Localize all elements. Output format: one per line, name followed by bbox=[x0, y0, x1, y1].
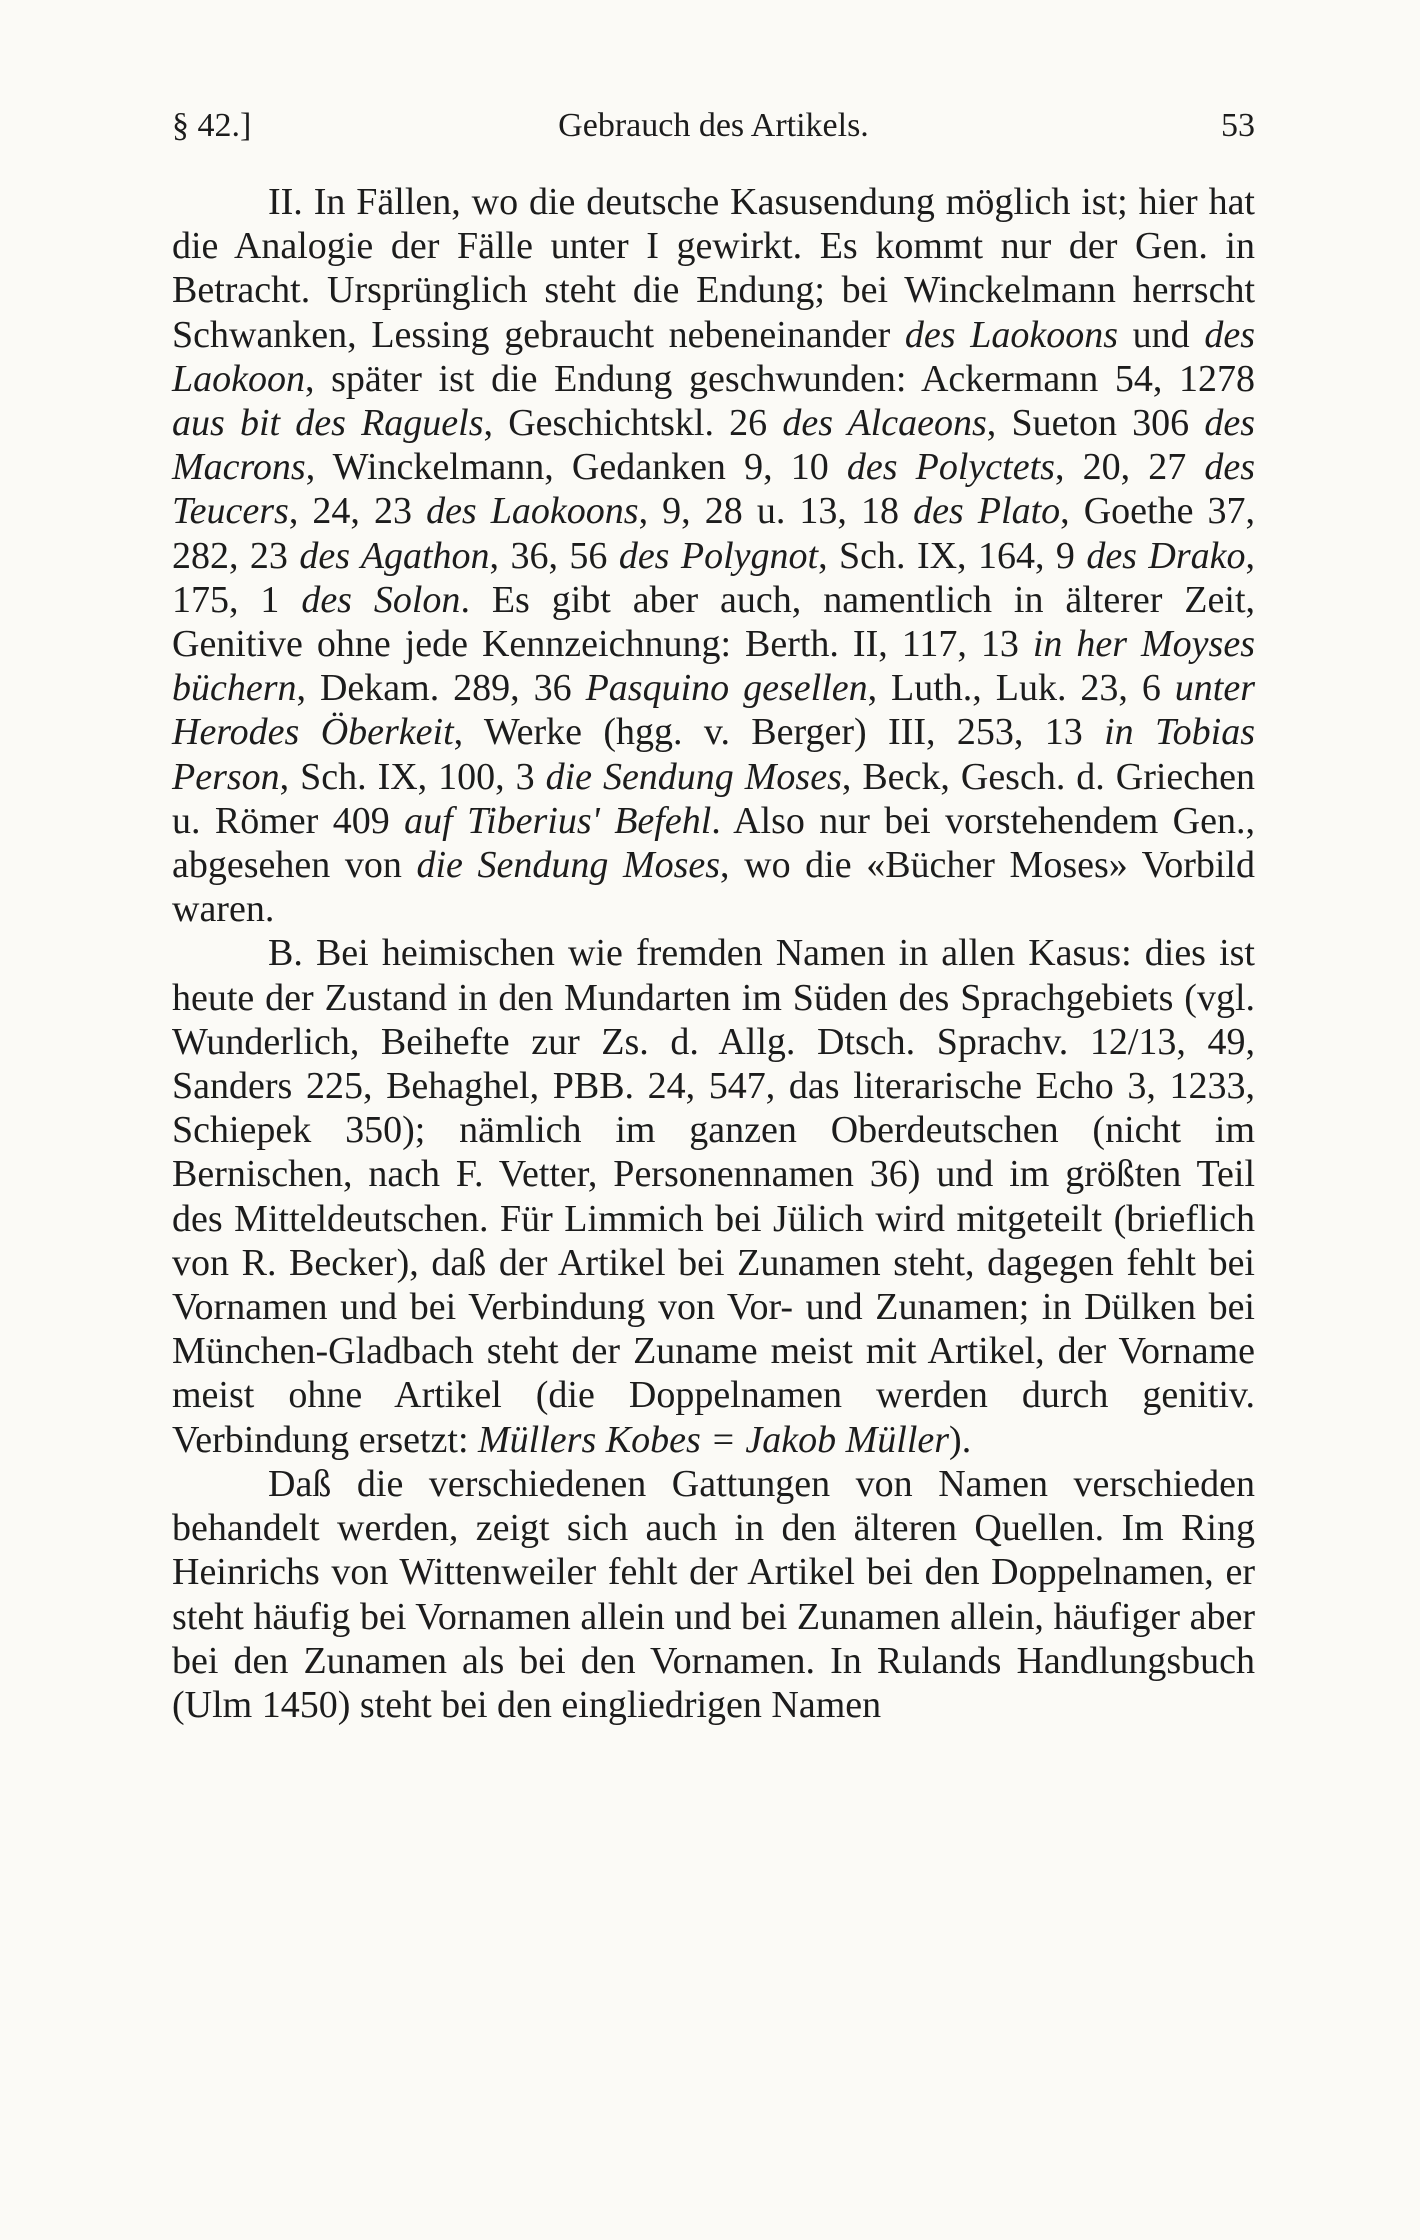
italic-citation: auf Tiberius' Befehl bbox=[404, 799, 712, 842]
text-run: ). bbox=[949, 1418, 972, 1461]
text-run: , Geschichtskl. 26 bbox=[483, 402, 783, 445]
italic-citation: des Plato bbox=[913, 490, 1061, 533]
italic-citation: aus bit des Raguels bbox=[172, 402, 484, 445]
paragraph-dialects bbox=[172, 931, 1255, 1461]
text-run: , Goethe 37, 282, 23 bbox=[172, 490, 1256, 577]
text-run: , Beck, Gesch. d. Griechen u. Römer 409 bbox=[172, 755, 1256, 842]
italic-citation: des Solon bbox=[301, 578, 461, 621]
italic-citation: des Laokoon bbox=[172, 313, 1255, 400]
page-number: 53 bbox=[1221, 107, 1255, 144]
text-run: , Werke (hgg. v. Berger) III, 253, 13 bbox=[453, 711, 1105, 754]
italic-citation: des Laokoons bbox=[904, 313, 1119, 356]
text-run: , 9, 28 u. 13, 18 bbox=[638, 490, 914, 533]
text-run: , Winckelmann, Gedanken 9, 10 bbox=[305, 446, 847, 489]
running-head bbox=[172, 100, 1255, 152]
text-run: , wo die «Bücher Moses» Vorbild waren. bbox=[172, 844, 1255, 931]
text-run: II. In Fällen, wo die deutsche Kasusendung möglich ist; hier hat die Analogie der Fälle unter I gewirkt. Es kommt nur der Gen. in Betracht. Ursprünglich steht die Endung; bei Winckelmann herrscht Schwanken, Lessing gebraucht nebeneinander bbox=[172, 181, 1255, 356]
italic-citation: in Tobias Person bbox=[172, 711, 1255, 798]
italic-citation: unter Herodes Öberkeit bbox=[172, 667, 1256, 754]
text-run: und bbox=[1118, 313, 1205, 356]
text-run: , Dekam. 289, 36 bbox=[296, 667, 586, 710]
italic-citation: Müllers Kobes = Jakob Müller bbox=[478, 1418, 950, 1461]
italic-citation: in her Moyses büchern bbox=[172, 623, 1255, 710]
text-run: . Also nur bei vorstehendem Gen., abgesehen von bbox=[172, 799, 1255, 887]
italic-citation: des Agathon bbox=[299, 534, 490, 577]
italic-citation: des Teucers bbox=[172, 446, 1256, 533]
text-run: Daß die verschiedenen Gattungen von Namen verschieden behandelt werden, zeigt sich auch in den älteren Quellen. Im Ring Heinrichs von Wittenweiler fehlt der Artikel bei den Doppelnamen, er steht häufig bei Vornamen allein und bei Zunamen allein, häufiger aber bei den Zunamen als bei den Vornamen. In Rulands Handlungsbuch (Ulm 1450) steht bei den eingliedrigen Namen bbox=[172, 1462, 1255, 1726]
italic-citation: des Drako bbox=[1086, 534, 1246, 577]
text-run: B. Bei heimischen wie fremden Namen in allen Kasus: dies ist heute der Zustand in den Mundarten im Süden des Sprachgebiets (vgl. Wunderlich, Beihefte zur Zs. d. Allg. Dtsch. Sprachv. 12/13, 49, Sanders 225, Behaghel, PBB. 24, 547, das literarische Echo 3, 1233, Schiepek 350); nämlich im ganzen Oberdeutschen (nicht im Bernischen, nach F. Vetter, Personennamen 36) und im größten Teil des Mitteldeutschen. Für Limmich bei Jülich wird mitgeteilt (brieflich von R. Becker), daß der Artikel bei Zunamen steht, dagegen fehlt bei Vornamen und bei Verbindung von Vor- und Zunamen; in Dülken bei München-Gladbach steht der Zuname meist mit Artikel, der Vorname meist ohne Artikel (die Doppelnamen werden durch genitiv. Verbindung ersetzt: bbox=[172, 932, 1255, 1461]
italic-citation: die Sendung Moses bbox=[545, 755, 842, 798]
paragraph-genitive-endings bbox=[172, 180, 1255, 931]
italic-citation: die Sendung Moses bbox=[416, 844, 721, 887]
running-title: Gebrauch des Artikels. bbox=[558, 107, 869, 144]
text-run: , Luth., Luk. 23, 6 bbox=[867, 667, 1175, 710]
italic-citation: des Macrons bbox=[172, 402, 1255, 489]
body-text bbox=[172, 180, 1255, 1727]
text-run: , Sueton 306 bbox=[986, 402, 1205, 445]
text-run: , 24, 23 bbox=[288, 490, 427, 533]
text-run: , Sch. IX, 100, 3 bbox=[279, 755, 546, 798]
italic-citation: Pasquino gesellen bbox=[585, 667, 868, 710]
text-run: , Sch. IX, 164, 9 bbox=[818, 534, 1087, 577]
text-run: . Es gibt aber auch, namentlich in älterer Zeit, Genitive ohne jede Kennzeichnung: Berth. II, 117, 13 bbox=[172, 578, 1256, 666]
italic-citation: des Laokoons bbox=[426, 490, 639, 533]
italic-citation: des Polyctets bbox=[846, 446, 1055, 489]
section-marker: § 42.] bbox=[172, 107, 252, 144]
text-run: , 20, 27 bbox=[1054, 446, 1205, 489]
text-run: , später ist die Endung geschwunden: Ackermann 54, 1278 bbox=[305, 357, 1255, 400]
text-run: , 36, 56 bbox=[489, 534, 619, 577]
italic-citation: des Alcaeons bbox=[782, 402, 987, 445]
text-run: , 175, 1 bbox=[172, 534, 1255, 621]
paragraph-older-sources bbox=[172, 1462, 1255, 1727]
italic-citation: des Polygnot bbox=[618, 534, 819, 577]
